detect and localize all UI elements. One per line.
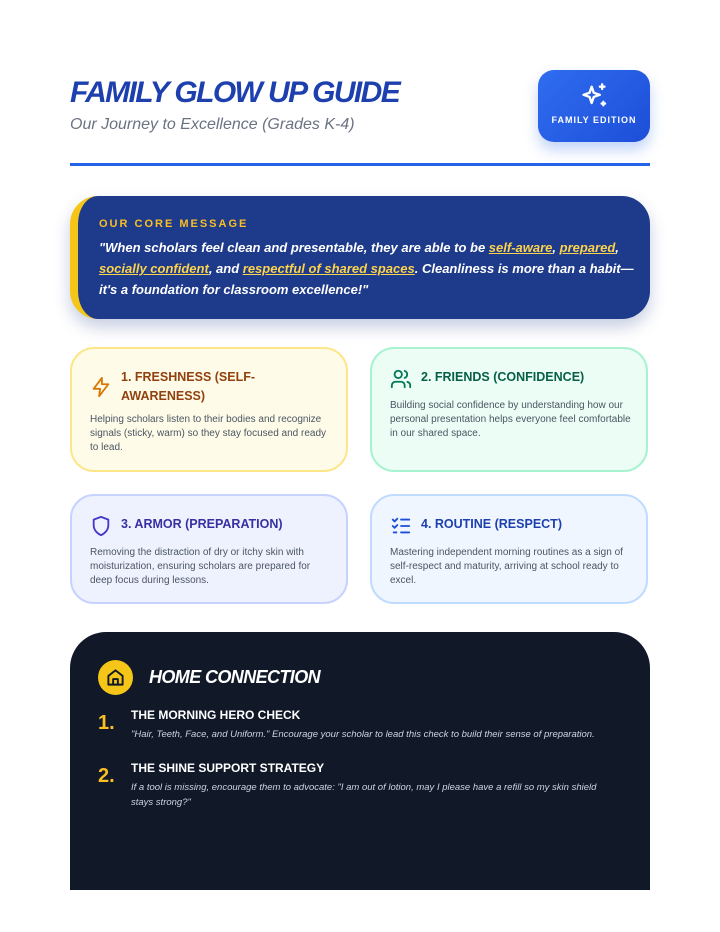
step-description: "Hair, Teeth, Face, and Uniform." Encourage your scholar to lead this check to build their sense of preparation. xyxy=(131,729,595,740)
card-freshness xyxy=(70,347,348,472)
core-message-panel xyxy=(70,196,650,319)
home-connection-title: HOME CONNECTION xyxy=(149,667,321,687)
home-connection-panel xyxy=(70,632,650,890)
step-title: THE SHINE SUPPORT STRATEGY xyxy=(131,761,325,775)
page-title: FAMILY GLOW UP GUIDE xyxy=(70,76,400,109)
family-edition-badge xyxy=(538,70,650,142)
card-description: Helping scholars listen to their bodies and recognize signals (sticky, warm) so they stay focused and ready to lead. xyxy=(90,414,327,453)
quote-text: "When scholars feel clean and presentable, they are able to be xyxy=(99,240,489,255)
card-title: 1. FRESHNESS (SELF-AWARENESS) xyxy=(121,370,256,403)
home-icon xyxy=(106,668,125,687)
quote-text: . Cleanliness is more than a habit—it's a foundation for classroom excellence!" xyxy=(99,261,634,297)
page-header xyxy=(70,70,650,150)
card-routine xyxy=(370,494,648,604)
card-description: Removing the distraction of dry or itchy skin with moisturization, ensuring scholars are prepared for deep focus during lessons. xyxy=(90,547,311,586)
card-armor xyxy=(70,494,348,604)
core-message-label: OUR CORE MESSAGE xyxy=(99,218,249,230)
badge-label: FAMILY EDITION xyxy=(551,115,637,125)
highlight-self-aware: self-aware xyxy=(488,240,553,255)
checklist-icon xyxy=(390,515,412,537)
core-message-quote xyxy=(99,237,634,300)
lightning-icon xyxy=(90,376,112,398)
quote-text: , xyxy=(552,240,560,255)
card-title: 3. ARMOR (PREPARATION) xyxy=(121,517,283,531)
home-icon-badge xyxy=(98,660,133,695)
step-description: If a tool is missing, encourage them to advocate: "I am out of lotion, may I please have a refill so my skin shield stays strong?" xyxy=(131,782,597,808)
card-title: 4. ROUTINE (RESPECT) xyxy=(421,517,562,531)
shield-icon xyxy=(90,515,112,537)
step-number: 1. xyxy=(98,712,115,734)
users-icon xyxy=(390,368,412,390)
quote-text: , and xyxy=(208,261,243,276)
page-subtitle: Our Journey to Excellence (Grades K-4) xyxy=(70,116,355,133)
card-title: 2. FRIENDS (CONFIDENCE) xyxy=(421,370,585,384)
highlight-prepared: prepared xyxy=(559,240,616,255)
quote-text: , xyxy=(615,240,619,255)
highlight-socially-confident: socially confident xyxy=(99,261,209,276)
step-title: THE MORNING HERO CHECK xyxy=(131,708,301,722)
card-description: Mastering independent morning routines as a sign of self-respect and maturity, arriving at school ready to excel. xyxy=(390,547,623,586)
step-number: 2. xyxy=(98,765,115,787)
card-description: Building social confidence by understanding how our personal presentation helps everyone feel comfortable in our shared space. xyxy=(390,400,631,439)
header-divider xyxy=(70,163,650,166)
sparkles-icon xyxy=(580,82,608,110)
card-friends xyxy=(370,347,648,472)
highlight-respectful: respectful of shared spaces xyxy=(242,261,415,276)
